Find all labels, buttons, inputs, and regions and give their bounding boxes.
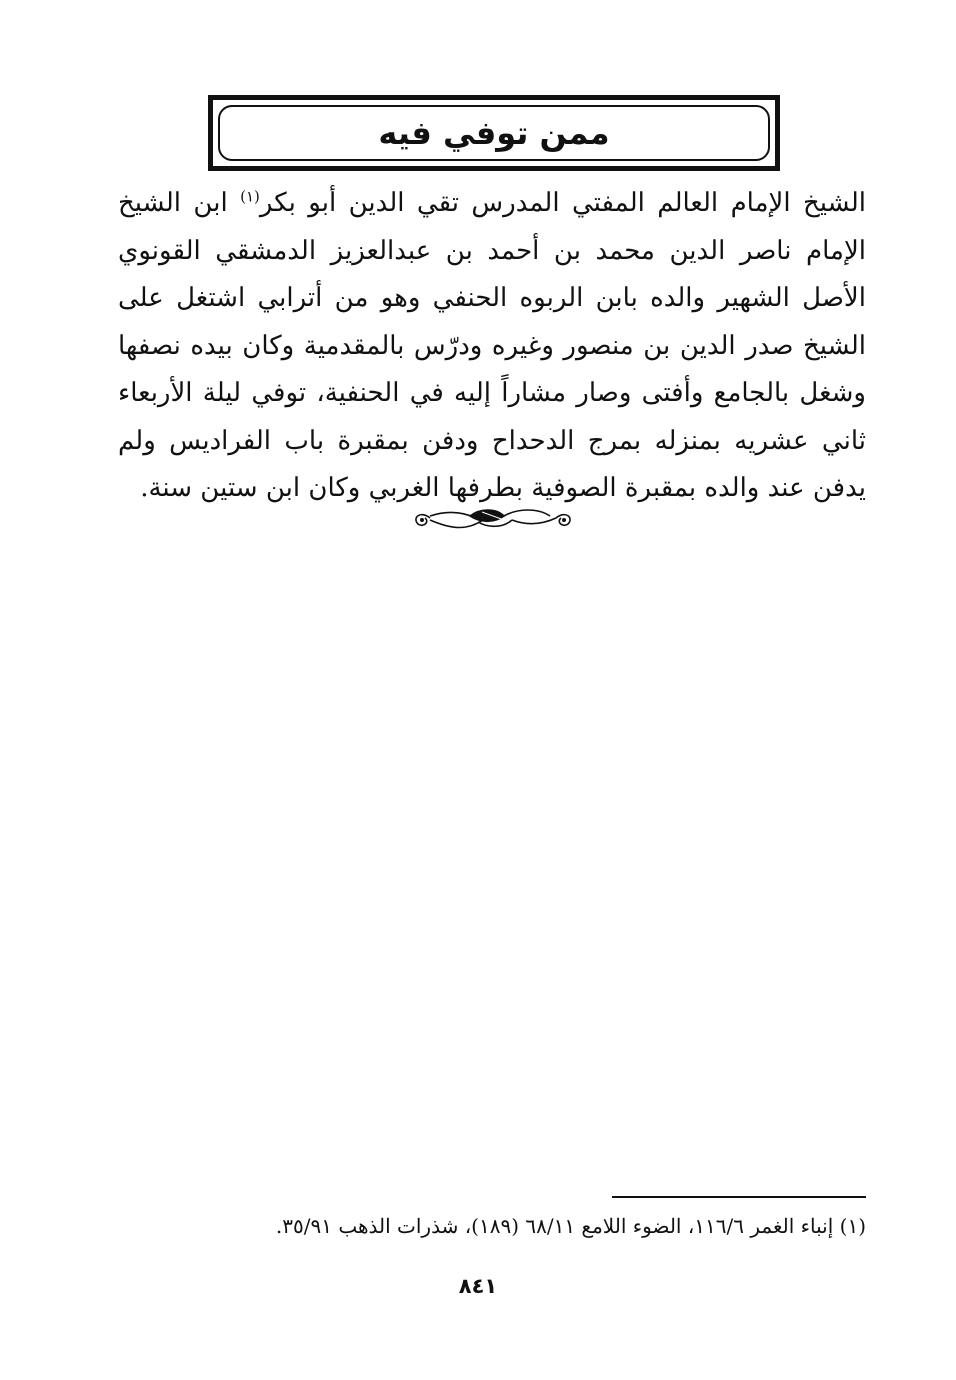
title-frame <box>208 95 780 171</box>
footnote-reference: (١) <box>240 187 260 206</box>
title-inner-border <box>218 105 770 161</box>
floral-divider-icon <box>408 500 578 536</box>
body-text-part-2: ابن الشيخ الإمام ناصر الدين محمد بن أحمد بن عبدالعزيز الدمشقي القونوي الأصل الشهير والده بابن الربوه الحنفي وهو من أترابي اشتغل على الشيخ صدر الدين بن منصور وغيره ودرّس بالمقدمية وكان بيده نصفها وشغل بالجامع وأفتى وصار مشاراً إليه في الحنفية، توفي ليلة الأربعاء ثاني عشريه بمنزله بمرج الدحداح ودفن بمقبرة باب الفراديس ولم يدفن عند والده بمقبرة الصوفية بطرفها الغربي وكان ابن ستين سنة. <box>118 188 866 503</box>
body-paragraph <box>118 180 866 513</box>
page-number: ٨٤١ <box>458 1274 498 1298</box>
body-text <box>118 180 866 513</box>
body-text-part-1: الشيخ الإمام العالم المفتي المدرس تقي الدين أبو بكر <box>259 188 866 218</box>
footnote: (١) إنباء الغمر ١١٦/٦، الضوء اللامع ٦٨/١١ (١٨٩)، شذرات الذهب ٣٥/٩١. <box>275 1214 866 1238</box>
section-title: ممن توفي فيه <box>378 114 610 152</box>
footnote-separator <box>612 1196 866 1198</box>
